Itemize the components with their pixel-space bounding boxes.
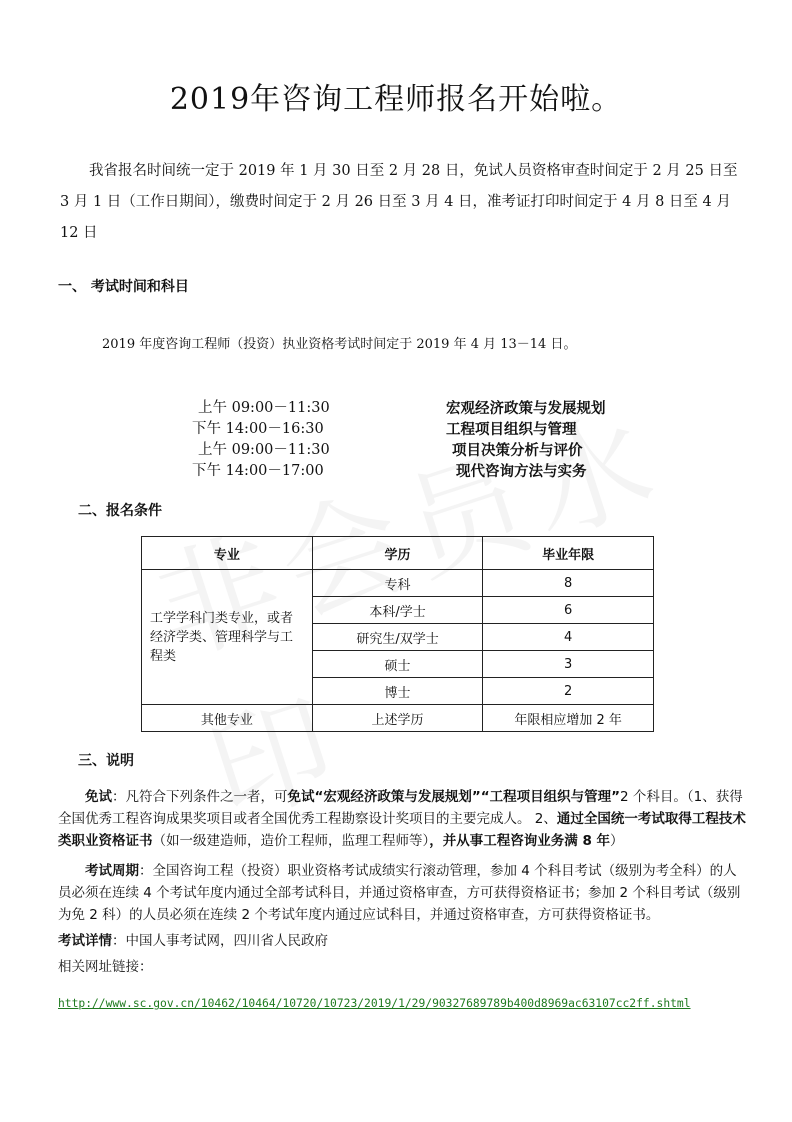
table-header-row (142, 537, 654, 570)
years-cell: 年限相应增加 2 年 (483, 705, 654, 732)
years-cell: 8 (483, 570, 654, 597)
section1-heading: 一、 考试时间和科目 (58, 279, 189, 295)
years-cell: 4 (483, 624, 654, 651)
years-cell: 2 (483, 678, 654, 705)
degree-cell: 上述学历 (312, 705, 483, 732)
section2-heading: 二、报名条件 (78, 503, 162, 519)
major-other-cell: 其他专业 (142, 705, 313, 732)
requirements-table (141, 536, 654, 732)
header-years: 毕业年限 (483, 537, 654, 570)
exempt-text: ：凡符合下列条件之一者，可 (112, 789, 288, 805)
years-cell: 3 (483, 651, 654, 678)
exempt-text: ） (610, 833, 624, 849)
table-row (142, 570, 654, 597)
exempt-text: 2 个科目。（1、获得全国优秀工程咨询成果奖项目或者全国优秀工程勘察设计奖项目的主要完成人。 2、 (58, 789, 743, 827)
cycle-text: ：全国咨询工程（投资）职业资格考试成绩实行滚动管理，参加 4 个科目考试（级别为考全科）的人员必须在连续 4 个考试年度内通过全部考试科目，并通过资格审查，方可获得资格证书；参加 2 个科目考试（级别为免 2 科）的人员必须在连续 2 个考试年度内通过应试科目，并通过资格审查，方可获得资格证书。 (58, 863, 741, 923)
exempt-paragraph (58, 786, 748, 852)
exempt-condition: 通过全国统一考试取得工程技术类职业资格证书 (58, 811, 746, 849)
degree-cell: 专科 (312, 570, 483, 597)
schedule-times (192, 398, 352, 482)
degree-cell: 博士 (312, 678, 483, 705)
notes-block (58, 786, 748, 978)
schedule-subject: 现代咨询方法与实务 (456, 463, 587, 480)
header-degree: 学历 (312, 537, 483, 570)
schedule-subject: 宏观经济政策与发展规划 (446, 400, 606, 417)
exempt-subjects: 免试“宏观经济政策与发展规划”“工程项目组织与管理” (287, 789, 620, 805)
exempt-label: 免试 (85, 789, 112, 805)
exempt-text: （如一级建造师，造价工程师，监理工程师等） (152, 833, 430, 849)
link-label: 相关网址链接： (58, 959, 153, 975)
degree-cell: 本科/学士 (312, 597, 483, 624)
related-link[interactable]: http://www.sc.gov.cn/10462/10464/10720/10723/2019/1/29/90327689789b400d8969ac63107cc2ff.shtml (58, 997, 691, 1010)
degree-cell: 硕士 (312, 651, 483, 678)
schedule-subject: 项目决策分析与评价 (452, 442, 583, 459)
major-engineering-cell: 工学学科门类专业，或者经济学类、管理科学与工程类 (142, 570, 313, 705)
section3-heading: 三、说明 (78, 753, 134, 769)
exempt-condition: ，并从事工程咨询业务满 8 年 (429, 833, 611, 849)
details-label: 考试详情 (58, 933, 112, 949)
schedule-time: 下午 14:00－16:30 (192, 421, 324, 437)
schedule-subjects (446, 398, 646, 482)
header-major: 专业 (142, 537, 313, 570)
schedule-time: 上午 09:00－11:30 (198, 442, 330, 458)
intro-paragraph: 我省报名时间统一定于 2019 年 1 月 30 日至 2 月 28 日，免试人员资格审查时间定于 2 月 25 日至 3 月 1 日（工作日期间），缴费时间定于 2 月 26 日至 3 月 4 日，准考证打印时间定于 4 月 8 日至 4 月 12 日 (60, 163, 738, 241)
schedule-time: 下午 14:00－17:00 (192, 463, 324, 479)
years-cell: 6 (483, 597, 654, 624)
cycle-label: 考试周期 (85, 863, 139, 879)
degree-cell: 研究生/双学士 (312, 624, 483, 651)
cycle-paragraph (58, 860, 748, 926)
schedule-time: 上午 09:00－11:30 (198, 400, 330, 416)
table-row (142, 705, 654, 732)
exam-date-text: 2019 年度咨询工程师（投资）执业资格考试时间定于 2019 年 4 月 13－14 日。 (102, 337, 577, 352)
schedule-subject: 工程项目组织与管理 (446, 421, 577, 438)
details-paragraph (58, 930, 748, 952)
details-text: ：中国人事考试网，四川省人民政府 (112, 933, 328, 949)
page-title: 2019年咨询工程师报名开始啦。 (169, 82, 623, 117)
